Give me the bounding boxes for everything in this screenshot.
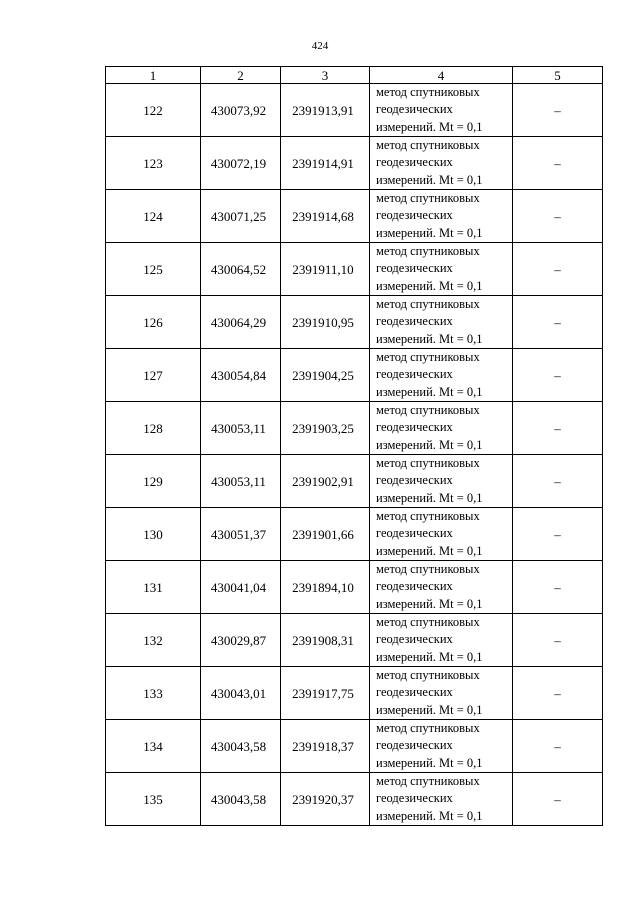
x-coordinate-cell: 430073,92 [201, 84, 281, 137]
table-row [106, 137, 603, 190]
method-cell [370, 508, 513, 561]
point-number-cell: 128 [106, 402, 201, 455]
point-number-cell: 132 [106, 614, 201, 667]
table-row [106, 243, 603, 296]
note-cell: – [513, 137, 603, 190]
method-cell [370, 296, 513, 349]
method-line: метод спутниковых [376, 456, 480, 471]
column-header-4: 4 [370, 67, 513, 84]
method-line: измерений. Mt = 0,1 [376, 437, 483, 452]
x-coordinate-cell: 430043,58 [201, 720, 281, 773]
table-row [106, 296, 603, 349]
method-line: измерений. Mt = 0,1 [376, 225, 483, 240]
note-cell: – [513, 349, 603, 402]
method-line: метод спутниковых [376, 721, 480, 736]
y-coordinate-cell: 2391902,91 [281, 455, 370, 508]
point-number-cell: 122 [106, 84, 201, 137]
y-coordinate-cell: 2391910,95 [281, 296, 370, 349]
x-coordinate-cell: 430029,87 [201, 614, 281, 667]
table-row [106, 402, 603, 455]
table-row [106, 455, 603, 508]
note-cell: – [513, 773, 603, 826]
method-line: измерений. Mt = 0,1 [376, 331, 483, 346]
method-line: метод спутниковых [376, 138, 480, 153]
y-coordinate-cell: 2391917,75 [281, 667, 370, 720]
table-body [106, 84, 603, 826]
note-cell: – [513, 508, 603, 561]
method-line: измерений. Mt = 0,1 [376, 384, 483, 399]
method-line: метод спутниковых [376, 509, 480, 524]
y-coordinate-cell: 2391920,37 [281, 773, 370, 826]
method-cell [370, 190, 513, 243]
table-row [106, 190, 603, 243]
x-coordinate-cell: 430071,25 [201, 190, 281, 243]
note-cell: – [513, 296, 603, 349]
point-number-cell: 133 [106, 667, 201, 720]
method-line: геодезических [376, 261, 453, 276]
method-cell [370, 561, 513, 614]
method-cell [370, 720, 513, 773]
method-cell [370, 455, 513, 508]
method-line: геодезических [376, 155, 453, 170]
method-line: измерений. Mt = 0,1 [376, 702, 483, 717]
x-coordinate-cell: 430064,29 [201, 296, 281, 349]
point-number-cell: 130 [106, 508, 201, 561]
y-coordinate-cell: 2391914,68 [281, 190, 370, 243]
method-cell [370, 137, 513, 190]
method-line: геодезических [376, 526, 453, 541]
method-line: измерений. Mt = 0,1 [376, 649, 483, 664]
method-line: геодезических [376, 367, 453, 382]
method-line: измерений. Mt = 0,1 [376, 490, 483, 505]
method-line: измерений. Mt = 0,1 [376, 808, 483, 823]
point-number-cell: 125 [106, 243, 201, 296]
note-cell: – [513, 243, 603, 296]
method-line: метод спутниковых [376, 191, 480, 206]
method-line: геодезических [376, 473, 453, 488]
y-coordinate-cell: 2391894,10 [281, 561, 370, 614]
method-line: метод спутниковых [376, 403, 480, 418]
method-line: геодезических [376, 208, 453, 223]
table-row [106, 508, 603, 561]
method-line: метод спутниковых [376, 244, 480, 259]
method-line: метод спутниковых [376, 350, 480, 365]
table-row [106, 349, 603, 402]
y-coordinate-cell: 2391911,10 [281, 243, 370, 296]
method-cell [370, 349, 513, 402]
method-line: измерений. Mt = 0,1 [376, 172, 483, 187]
y-coordinate-cell: 2391903,25 [281, 402, 370, 455]
point-number-cell: 134 [106, 720, 201, 773]
y-coordinate-cell: 2391901,66 [281, 508, 370, 561]
table-row [106, 720, 603, 773]
method-line: измерений. Mt = 0,1 [376, 755, 483, 770]
y-coordinate-cell: 2391918,37 [281, 720, 370, 773]
method-line: измерений. Mt = 0,1 [376, 278, 483, 293]
x-coordinate-cell: 430053,11 [201, 455, 281, 508]
point-number-cell: 135 [106, 773, 201, 826]
table-row [106, 773, 603, 826]
method-cell [370, 614, 513, 667]
note-cell: – [513, 614, 603, 667]
method-line: метод спутниковых [376, 774, 480, 789]
x-coordinate-cell: 430064,52 [201, 243, 281, 296]
point-number-cell: 123 [106, 137, 201, 190]
column-header-1: 1 [106, 67, 201, 84]
coordinates-table [105, 66, 603, 826]
method-line: геодезических [376, 738, 453, 753]
point-number-cell: 127 [106, 349, 201, 402]
note-cell: – [513, 561, 603, 614]
x-coordinate-cell: 430054,84 [201, 349, 281, 402]
x-coordinate-cell: 430053,11 [201, 402, 281, 455]
x-coordinate-cell: 430041,04 [201, 561, 281, 614]
method-line: геодезических [376, 685, 453, 700]
note-cell: – [513, 455, 603, 508]
y-coordinate-cell: 2391904,25 [281, 349, 370, 402]
y-coordinate-cell: 2391914,91 [281, 137, 370, 190]
table-row [106, 667, 603, 720]
column-header-5: 5 [513, 67, 603, 84]
table-row [106, 561, 603, 614]
table-row [106, 614, 603, 667]
x-coordinate-cell: 430072,19 [201, 137, 281, 190]
note-cell: – [513, 402, 603, 455]
column-header-2: 2 [201, 67, 281, 84]
method-line: геодезических [376, 314, 453, 329]
column-header-3: 3 [281, 67, 370, 84]
method-line: метод спутниковых [376, 562, 480, 577]
method-line: геодезических [376, 632, 453, 647]
point-number-cell: 124 [106, 190, 201, 243]
method-line: геодезических [376, 102, 453, 117]
point-number-cell: 131 [106, 561, 201, 614]
y-coordinate-cell: 2391908,31 [281, 614, 370, 667]
x-coordinate-cell: 430043,01 [201, 667, 281, 720]
table-header-row [106, 67, 603, 84]
note-cell: – [513, 190, 603, 243]
method-cell [370, 402, 513, 455]
method-cell [370, 773, 513, 826]
x-coordinate-cell: 430043,58 [201, 773, 281, 826]
method-cell [370, 243, 513, 296]
method-line: геодезических [376, 579, 453, 594]
note-cell: – [513, 720, 603, 773]
point-number-cell: 129 [106, 455, 201, 508]
method-line: метод спутниковых [376, 668, 480, 683]
table-row [106, 84, 603, 137]
method-line: метод спутниковых [376, 85, 480, 100]
point-number-cell: 126 [106, 296, 201, 349]
y-coordinate-cell: 2391913,91 [281, 84, 370, 137]
method-line: геодезических [376, 791, 453, 806]
note-cell: – [513, 667, 603, 720]
method-line: измерений. Mt = 0,1 [376, 543, 483, 558]
method-cell [370, 84, 513, 137]
method-line: метод спутниковых [376, 297, 480, 312]
method-line: геодезических [376, 420, 453, 435]
method-line: метод спутниковых [376, 615, 480, 630]
method-line: измерений. Mt = 0,1 [376, 119, 483, 134]
method-cell [370, 667, 513, 720]
note-cell: – [513, 84, 603, 137]
page-number: 424 [311, 40, 329, 52]
method-line: измерений. Mt = 0,1 [376, 596, 483, 611]
x-coordinate-cell: 430051,37 [201, 508, 281, 561]
